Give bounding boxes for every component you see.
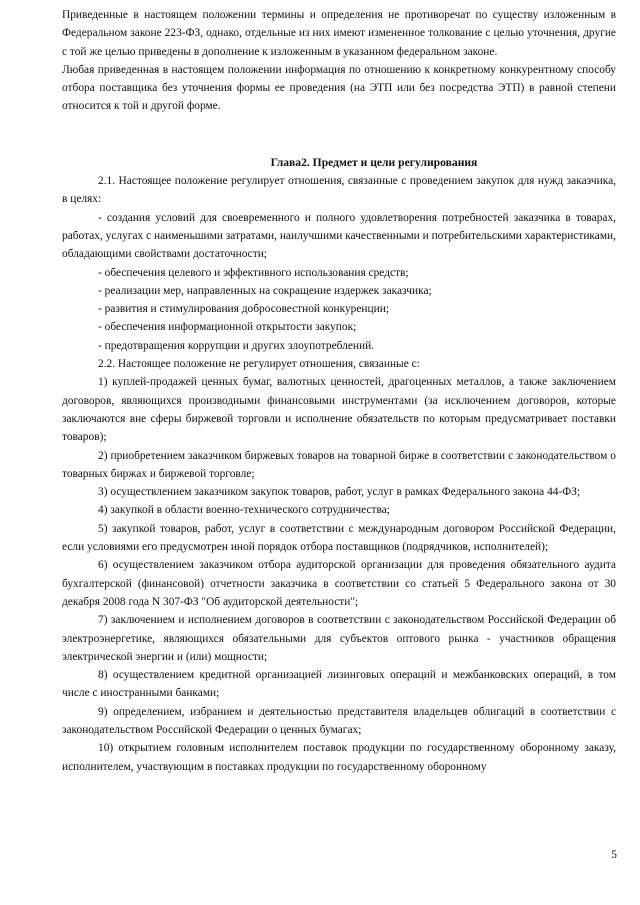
exclusion-item: 8) осуществлением кредитной организацией лизинговых операций и межбанковских операций, в том числе с иностранными банками; bbox=[62, 669, 616, 700]
goal-item: - обеспечения информационной открытости закупок; bbox=[98, 321, 357, 334]
exclusion-item: 10) открытием головным исполнителем поставок продукции по государственному оборонному заказу, исполнителем, участвующим в поставках продукции по государственному оборонному bbox=[62, 742, 616, 773]
intro-paragraph-terms: Приведенные в настоящем положении термины и определения не противоречат по существу изложенным в Федеральном законе 223-ФЗ, однако, отдельные из них имеют измененное толкование с целью уточнения, другие с той же целью приведены в дополнение к изложенным в указанном федеральном законе. bbox=[62, 9, 616, 58]
goal-item: - предотвращения коррупции и других злоупотреблений. bbox=[98, 339, 375, 352]
goal-item: - развития и стимулирования добросовестной конкуренции; bbox=[98, 303, 389, 316]
exclusion-item: 9) определением, избранием и деятельностью представителя владельцев облигаций в соответствии с законодательством Российской Федерации о ценных бумагах; bbox=[62, 705, 616, 736]
section-2-2-lead: 2.2. Настоящее положение не регулирует отношения, связанные с: bbox=[98, 358, 420, 371]
chapter-title: Глава2. Предмет и цели регулирования bbox=[270, 155, 478, 169]
goal-item: - реализации мер, направленных на сокращение издержек заказчика; bbox=[98, 284, 432, 297]
section-2-1-lead: 2.1. Настоящее положение регулирует отношения, связанные с проведением закупок для нужд заказчика, в целях: bbox=[62, 175, 616, 206]
exclusion-item: 1) куплей-продажей ценных бумаг, валютных ценностей, драгоценных металлов, а также заключением договоров, являющихся производными финансовыми инструментами (за исключением договоров, которые заключаются вне сферы биржевой торговли и исполнение обязательств по которым предусматривает поставки товаров); bbox=[62, 376, 616, 444]
goal-item: - обеспечения целевого и эффективного использования средств; bbox=[98, 266, 409, 279]
section-spacer bbox=[62, 116, 616, 154]
section-2-2 bbox=[62, 355, 616, 776]
goal-item: - создания условий для своевременного и полного удовлетворения потребностей заказчика в товарах, работах, услугах с наименьшими затратами, наилучшими качественными и потребительскими характеристиками, обладающими свойствами достаточности; bbox=[62, 211, 616, 261]
intro-paragraph-information: Любая приведенная в настоящем положении информация по отношению к конкретному конкурентному способу отбора поставщика без уточнения формы ее проведения (на ЭТП или без посредства ЭТП) в равной степени относится к той и другой форме. bbox=[62, 63, 616, 113]
exclusion-item: 7) заключением и исполнением договоров в соответствии с законодательством Российской Федерации об электроэнергетике, являющихся обязательными для субъектов оптового рынка - участников обращения электрической энергии и (или) мощности; bbox=[62, 614, 616, 663]
exclusion-item: 3) осуществлением заказчиком закупок товаров, работ, услуг в рамках Федерального закона 44-ФЗ; bbox=[98, 486, 581, 499]
exclusion-item: 6) осуществлением заказчиком отбора аудиторской организации для проведения обязательного аудита бухгалтерской (финансовой) отчетности заказчика в соответствии со статьей 5 Федерального закона от 30 декабря 2008 года N 307-ФЗ "Об аудиторской деятельности"; bbox=[62, 559, 616, 608]
page-number: 5 bbox=[611, 849, 617, 861]
exclusion-item: 4) закупкой в области военно-технического сотрудничества; bbox=[98, 504, 390, 517]
exclusion-item: 2) приобретением заказчиком биржевых товаров на товарной бирже в соответствии с законодательством о товарных биржах и биржевой торговле; bbox=[62, 449, 616, 480]
document-page bbox=[62, 6, 616, 776]
intro-section bbox=[62, 6, 616, 116]
exclusion-item: 5) закупкой товаров, работ, услуг в соответствии с международным договором Российской Федерации, если условиями его предусмотрен иной порядок отбора поставщиков (подрядчиков, исполнителей); bbox=[62, 522, 616, 554]
section-2-1 bbox=[62, 172, 616, 355]
